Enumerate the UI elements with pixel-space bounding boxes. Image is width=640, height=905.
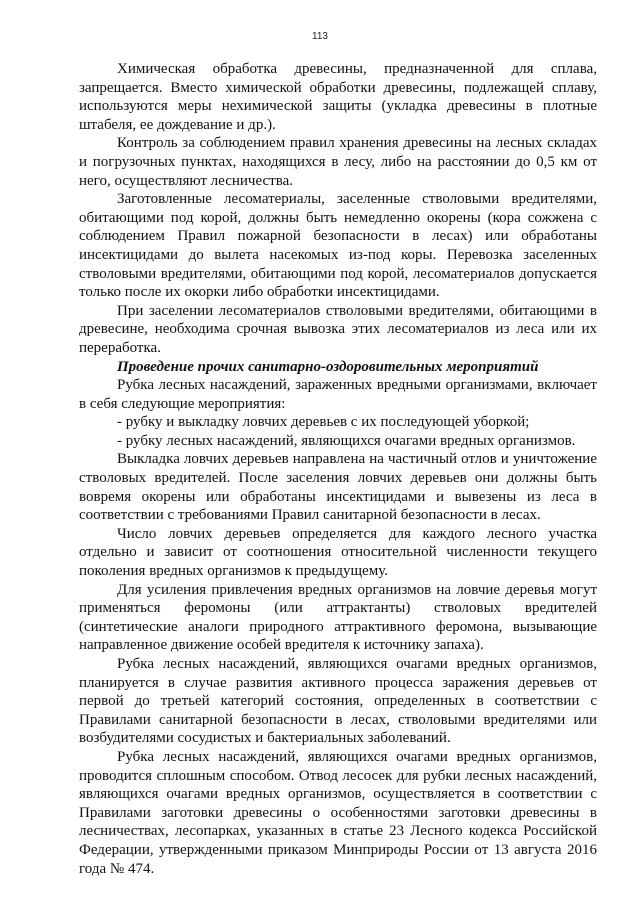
paragraph: Контроль за соблюдением правил хранения древесины на лесных складах и погрузочных пунктах, находящихся в лесу, либо на расстоянии до 0,5 км от него, осуществляют лесничества. — [79, 135, 597, 189]
paragraph: Для усиления привлечения вредных организмов на ловчие деревья могут применяться феромоны (или аттрактанты) стволовых вредителей (синтетические аналоги природного аттрактивного феромона, вызывающие направленное движение особей вредителя к источнику запаха). — [79, 581, 597, 654]
document-body — [79, 60, 597, 878]
paragraph: Химическая обработка древесины, предназначенной для сплава, запрещается. Вместо химической обработки древесины, подлежащей сплаву, используются меры нехимической защиты (укладка древесины в плотные штабеля, ее дождевание и др.). — [79, 61, 597, 133]
paragraph: Выкладка ловчих деревьев направлена на частичный отлов и уничтожение стволовых вредителей. После заселения ловчих деревьев они должны быть вовремя окорены или обработаны инсектицидами и вывезены из леса в соответствии с требованиями Правил санитарной безопасности в лесах. — [79, 451, 597, 524]
paragraph: Заготовленные лесоматериалы, заселенные стволовыми вредителями, обитающими под корой, должны быть немедленно окорены (кора сожжена с соблюдением Правил пожарной безопасности в лесах) или обработаны инсектицидами до вылета насекомых из-под коры. Перевозка заселенных стволовыми вредителями, обитающими под корой, лесоматериалов допускается только после их окорки либо обработки инсектицидами. — [79, 191, 597, 301]
paragraph: Рубка лесных насаждений, являющихся очагами вредных организмов, планируется в случае развития активного процесса заражения деревьев от первой до третьей категорий состояния, определенных в соответствии с Правилами санитарной безопасности в лесах, стволовыми вредителями или возбудителями сосудистых и бактериальных заболеваний. — [79, 656, 597, 747]
list-item: - рубку лесных насаждений, являющихся очагами вредных организмов. — [117, 432, 576, 449]
paragraph: Рубка лесных насаждений, зараженных вредными организмами, включает в себя следующие мероприятия: — [79, 377, 597, 412]
page-number: 113 — [312, 31, 328, 42]
paragraph: Рубка лесных насаждений, являющихся очагами вредных организмов, проводится сплошным способом. Отвод лесосек для рубки лесных насаждений, являющихся очагами вредных организмов, осуществляется в соответствии с Правилами заготовки древесины о особенностями заготовки древесины в лесничествах, лесопарках, указанных в статье 23 Лесного кодекса Российской Федерации, утвержденными приказом Минприроды России от 13 августа 2016 года № 474. — [79, 748, 597, 877]
paragraph: При заселении лесоматериалов стволовыми вредителями, обитающими в древесине, необходима срочная вывозка этих лесоматериалов из леса или их переработка. — [79, 302, 597, 356]
section-heading: Проведение прочих санитарно-оздоровительных мероприятий — [117, 358, 539, 375]
list-item: - рубку и выкладку ловчих деревьев с их последующей уборкой; — [117, 414, 530, 431]
paragraph: Число ловчих деревьев определяется для каждого лесного участка отдельно и зависит от соотношения относительной численности текущего поколения вредных организмов к предыдущему. — [79, 525, 597, 580]
